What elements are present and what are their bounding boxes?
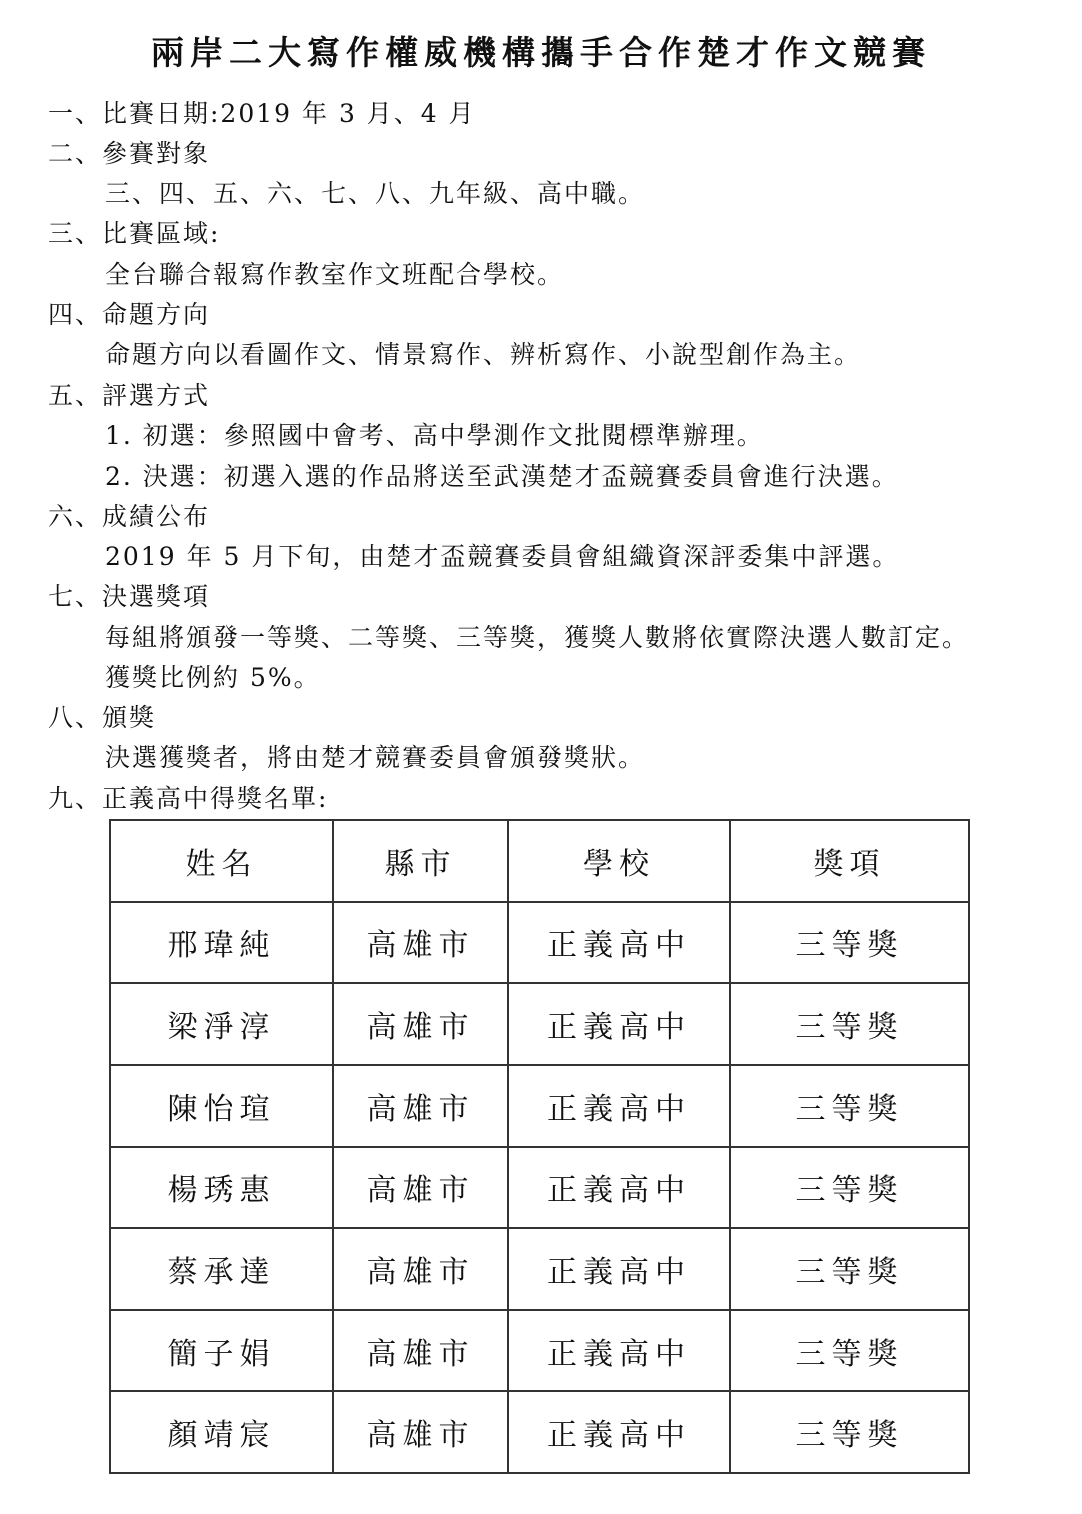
cell-award: 三等獎 [730, 1065, 969, 1147]
cell-school: 正義高中 [508, 1391, 730, 1473]
section-5-line-1: 1. 初選：參照國中會考、高中學測作文批閱標準辦理。 [105, 421, 764, 450]
header-school: 學校 [508, 820, 730, 902]
cell-city: 高雄市 [333, 1147, 508, 1229]
cell-award: 三等獎 [730, 1147, 969, 1229]
header-award: 獎項 [730, 820, 969, 902]
cell-award: 三等獎 [730, 983, 969, 1065]
cell-school: 正義高中 [508, 1147, 730, 1229]
table-row [110, 983, 969, 1065]
section-7-heading: 七、決選獎項 [48, 582, 211, 611]
cell-award: 三等獎 [730, 902, 969, 984]
cell-name: 顏靖宸 [110, 1391, 333, 1473]
cell-school: 正義高中 [508, 902, 730, 984]
section-4-heading: 四、命題方向 [48, 300, 211, 329]
table-header-row [110, 820, 969, 902]
cell-name: 蔡承達 [110, 1228, 333, 1310]
cell-name: 邢瑋純 [110, 902, 333, 984]
awards-table [109, 819, 970, 1474]
cell-award: 三等獎 [730, 1310, 969, 1392]
table-row [110, 1310, 969, 1392]
cell-city: 高雄市 [333, 902, 508, 984]
table-row [110, 1065, 969, 1147]
section-8-heading: 八、頒獎 [48, 703, 157, 732]
cell-award: 三等獎 [730, 1391, 969, 1473]
section-7-line-2: 獲獎比例約 5%。 [105, 663, 321, 692]
section-5-line-2: 2. 決選：初選入選的作品將送至武漢楚才盃競賽委員會進行決選。 [105, 462, 899, 491]
header-name: 姓名 [110, 820, 333, 902]
cell-city: 高雄市 [333, 983, 508, 1065]
section-9-heading: 九、正義高中得獎名單: [48, 784, 329, 813]
cell-school: 正義高中 [508, 1065, 730, 1147]
header-city: 縣市 [333, 820, 508, 902]
table-row [110, 1391, 969, 1473]
cell-school: 正義高中 [508, 1228, 730, 1310]
cell-school: 正義高中 [508, 983, 730, 1065]
cell-award: 三等獎 [730, 1228, 969, 1310]
cell-city: 高雄市 [333, 1391, 508, 1473]
section-1-heading: 一、比賽日期:2019 年 3 月、4 月 [48, 99, 476, 128]
section-5-heading: 五、評選方式 [48, 381, 211, 410]
cell-name: 梁淨淳 [110, 983, 333, 1065]
section-4-line-1: 命題方向以看圖作文、情景寫作、辨析寫作、小說型創作為主。 [105, 340, 862, 369]
table-row [110, 902, 969, 984]
cell-name: 楊琇惠 [110, 1147, 333, 1229]
section-6-line-1: 2019 年 5 月下旬，由楚才盃競賽委員會組織資深評委集中評選。 [105, 542, 900, 571]
section-7-line-1: 每組將頒發一等獎、二等獎、三等獎，獲獎人數將依實際決選人數訂定。 [105, 623, 970, 652]
table-row [110, 1147, 969, 1229]
cell-city: 高雄市 [333, 1228, 508, 1310]
cell-city: 高雄市 [333, 1065, 508, 1147]
cell-name: 簡子娟 [110, 1310, 333, 1392]
cell-city: 高雄市 [333, 1310, 508, 1392]
section-6-heading: 六、成績公布 [48, 502, 211, 531]
cell-school: 正義高中 [508, 1310, 730, 1392]
section-8-line-1: 決選獲獎者，將由楚才競賽委員會頒發獎狀。 [105, 743, 646, 772]
document-title: 兩岸二大寫作權威機構攜手合作楚才作文競賽 [151, 33, 931, 72]
cell-name: 陳怡瑄 [110, 1065, 333, 1147]
section-3-line-1: 全台聯合報寫作教室作文班配合學校。 [105, 260, 565, 289]
table-row [110, 1228, 969, 1310]
section-2-heading: 二、參賽對象 [48, 139, 211, 168]
section-3-heading: 三、比賽區域: [48, 219, 221, 248]
section-2-line-1: 三、四、五、六、七、八、九年級、高中職。 [105, 179, 646, 208]
